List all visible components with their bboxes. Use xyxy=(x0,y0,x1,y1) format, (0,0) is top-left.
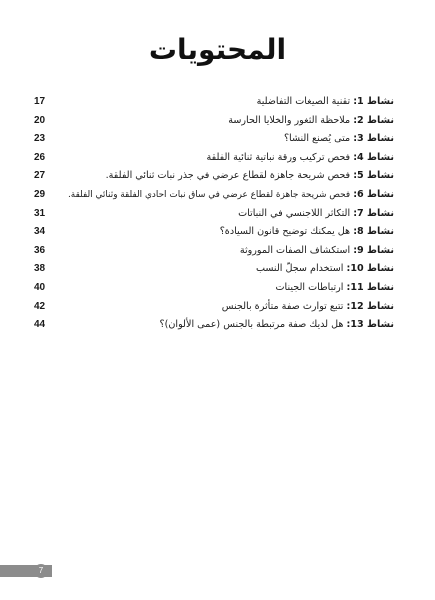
page-number: 7 xyxy=(34,564,48,578)
toc-activity-title: فحص شريحة جاهزة لقطاع عرضي في ساق نبات احادي الفلقة وثنائي الفلقة. xyxy=(67,189,351,200)
toc-activity-title: ملاحظة الثغور والخلايا الحارسة xyxy=(228,114,351,126)
toc-activity-label: نشاط 3: xyxy=(353,133,394,145)
toc-activity-label: نشاط 11: xyxy=(346,281,394,293)
toc-activity-title: ارتباطات الجينات xyxy=(275,281,344,293)
toc-entry xyxy=(54,186,394,205)
toc-page-number: 26 xyxy=(34,151,46,163)
toc-activity-title: تتبع توارث صفة متأثرة بالجنس xyxy=(221,300,344,312)
toc-page-number: 36 xyxy=(34,244,46,256)
page-title: المحتويات xyxy=(148,33,287,66)
toc-activity-label: نشاط 2: xyxy=(353,114,394,126)
toc-page-number: 40 xyxy=(34,281,46,293)
toc-activity-label: نشاط 8: xyxy=(353,226,394,238)
toc-page-number: 27 xyxy=(34,170,46,182)
toc-activity-label: نشاط 13: xyxy=(346,319,394,331)
toc-row[interactable] xyxy=(34,316,394,335)
toc-entry xyxy=(54,149,394,168)
toc-entry xyxy=(54,242,394,261)
toc-activity-label: نشاط 1: xyxy=(353,96,394,107)
toc-activity-title: فحص شريحة جاهزة لقطاع عرضي في جذر نبات ثنائي الفلقة. xyxy=(105,170,351,182)
toc-row[interactable] xyxy=(34,167,394,186)
toc-entry xyxy=(54,298,394,317)
toc-row[interactable] xyxy=(34,260,394,279)
toc-activity-title: تقنية الصيغات التفاضلية xyxy=(256,96,351,107)
toc-row[interactable] xyxy=(34,149,394,168)
toc-page-number: 44 xyxy=(34,319,46,331)
toc-page-number: 29 xyxy=(34,188,46,200)
toc-activity-title: التكاثر اللاجنسي في النباتات xyxy=(238,207,351,219)
toc-entry xyxy=(54,112,394,131)
toc-activity-label: نشاط 4: xyxy=(353,151,394,163)
toc-activity-title: هل لديك صفة مرتبطة بالجنس (عمى الألوان)؟ xyxy=(159,319,344,331)
toc-page-number: 31 xyxy=(34,207,46,219)
table-of-contents xyxy=(34,93,394,335)
toc-entry xyxy=(54,260,394,279)
toc-page-number: 38 xyxy=(34,263,46,275)
toc-entry xyxy=(54,223,394,242)
toc-activity-title: فحص تركيب ورقة نباتية ثنائية الفلقة xyxy=(206,151,351,163)
toc-activity-label: نشاط 7: xyxy=(353,207,394,219)
toc-page-number: 20 xyxy=(34,114,46,126)
toc-row[interactable] xyxy=(34,112,394,131)
toc-row[interactable] xyxy=(34,186,394,205)
toc-page-number: 23 xyxy=(34,133,46,145)
toc-activity-label: نشاط 5: xyxy=(353,170,394,182)
toc-entry xyxy=(54,205,394,224)
toc-activity-title: استكشاف الصفات الموروثة xyxy=(239,244,351,256)
toc-activity-label: نشاط 12: xyxy=(346,300,394,312)
toc-entry xyxy=(54,316,394,335)
toc-activity-title: استخدام سجلّ النسب xyxy=(255,263,344,275)
toc-row[interactable] xyxy=(34,223,394,242)
toc-activity-title: هل يمكنك توضيح قانون السيادة؟ xyxy=(219,226,351,238)
toc-row[interactable] xyxy=(34,130,394,149)
toc-activity-label: نشاط 10: xyxy=(346,263,394,275)
toc-activity-label: نشاط 9: xyxy=(353,244,394,256)
toc-activity-label: نشاط 6: xyxy=(353,188,394,200)
toc-row[interactable] xyxy=(34,205,394,224)
toc-entry xyxy=(54,93,394,112)
toc-entry xyxy=(54,130,394,149)
toc-row[interactable] xyxy=(34,242,394,261)
toc-activity-title: متى يُصنع النشا؟ xyxy=(283,133,351,145)
toc-row[interactable] xyxy=(34,93,394,112)
toc-entry xyxy=(54,279,394,298)
toc-row[interactable] xyxy=(34,298,394,317)
toc-page-number: 42 xyxy=(34,300,46,312)
toc-page-number: 17 xyxy=(34,96,46,107)
toc-row[interactable] xyxy=(34,279,394,298)
toc-entry xyxy=(54,167,394,186)
toc-page-number: 34 xyxy=(34,226,46,238)
